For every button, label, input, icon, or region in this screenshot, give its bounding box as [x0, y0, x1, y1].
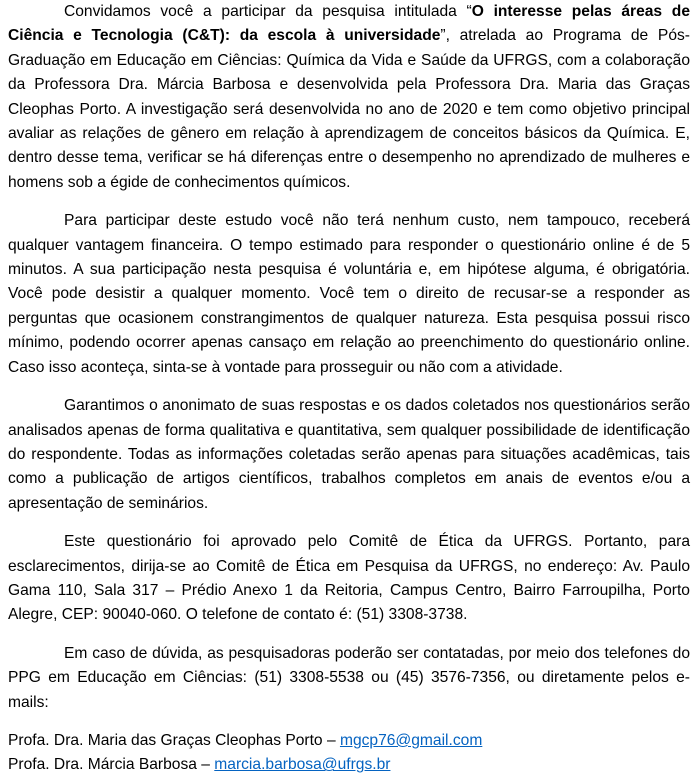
contact-list — [8, 729, 690, 778]
contact-label: Profa. Dra. Márcia Barbosa – — [8, 756, 215, 774]
contact-item-barbosa — [8, 753, 690, 777]
research-title: O interesse pelas áreas de Ciência e Tecnologia (C&T): da escola à universidade — [8, 3, 690, 45]
paragraph-invitation — [8, 0, 690, 195]
paragraph-anonymity: Garantimos o anonimato de suas respostas e os dados coletados nos questionários serão analisados apenas de forma qualitativa e quantitativa, sem qualquer possibilidade de identificação do respondente. Todas as informações coletadas serão apenas para situações acadêmicas, tais como a publicação de artigos científicos, trabalhos completos em anais de eventos e/ou a apresentação de seminários. — [8, 397, 690, 512]
email-link-porto[interactable]: mgcp76@gmail.com — [339, 731, 483, 749]
paragraph-ethics-committee: Este questionário foi aprovado pelo Comitê de Ética da UFRGS. Portanto, para esclarecimentos, dirija-se ao Comitê de Ética em Pesquisa da UFRGS, no endereço: Av. Paulo Gama 110, Sala 317 – Prédio Anexo 1 da Reitoria, Campus Centro, Bairro Farroupilha, Porto Alegre, CEP: 90040-060. O telefone de contato é: (51) 3308-3738. — [8, 533, 690, 624]
paragraph-participation: Para participar deste estudo você não terá nenhum custo, nem tampouco, receberá qualquer vantagem financeira. O tempo estimado para responder o questionário online é de 5 minutos. A sua participação nesta pesquisa é voluntária e, em hipótese alguma, é obrigatória. Você pode desistir a qualquer momento. Você tem o direito de recusar-se a responder as perguntas que ocasionem constrangimentos de qualquer natureza. Esta pesquisa possui risco mínimo, podendo ocorrer apenas cansaço em relação ao preenchimento do questionário online. Caso isso aconteça, sinta-se à vontade para prosseguir ou não com a atividade. — [8, 212, 690, 376]
invitation-text-end: ”, atrelada ao Programa de Pós-Graduação em Educação em Ciências: Química da Vida e Saúde da UFRGS, com a colaboração da Professora Dra. Márcia Barbosa e desenvolvida pela Professora Dra. Maria das Graças Cleophas Porto. A investigação será desenvolvida no ano de 2020 e tem como objetivo principal avaliar as relações de gênero em relação à aprendizagem de conceitos básicos da Química. E, dentro desse tema, verificar se há diferenças entre o desempenho no aprendizado de mulheres e homens sob a égide de conhecimentos químicos. — [8, 27, 690, 191]
email-link-barbosa[interactable]: marcia.barbosa@ufrgs.br — [214, 756, 391, 774]
consent-document — [8, 0, 690, 778]
contact-item-porto — [8, 729, 690, 753]
invitation-text-start: Convidamos você a participar da pesquisa intitulada “ — [64, 3, 472, 20]
paragraph-contact: Em caso de dúvida, as pesquisadoras poderão ser contatadas, por meio dos telefones do PPG em Educação em Ciências: (51) 3308-5538 ou (45) 3576-7356, ou diretamente pelos e-mails: — [8, 644, 690, 711]
contact-label: Profa. Dra. Maria das Graças Cleophas Porto – — [8, 731, 340, 749]
